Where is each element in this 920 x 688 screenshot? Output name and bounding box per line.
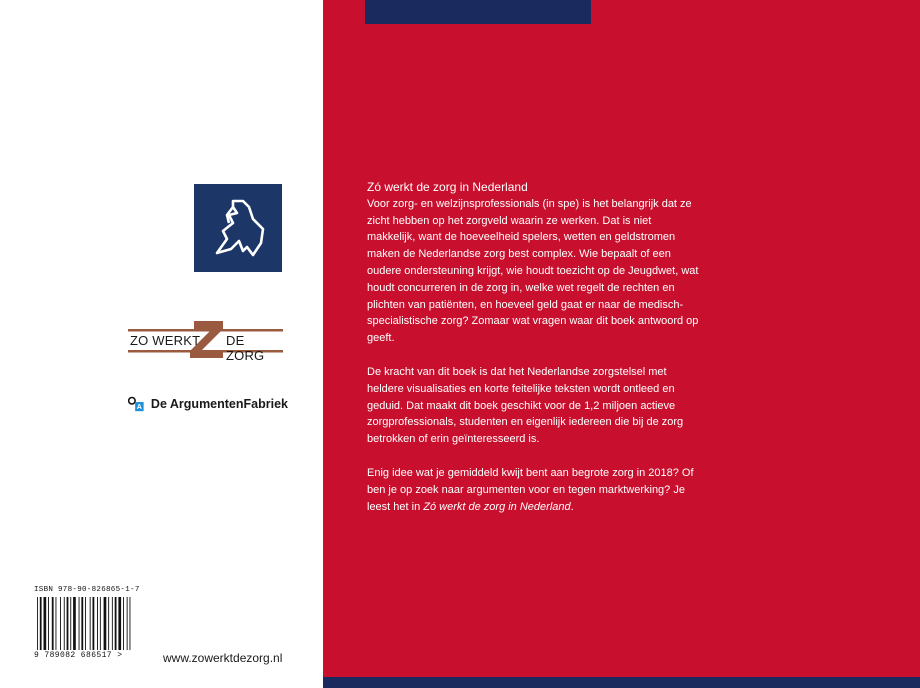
argumentenfabriek-text: De ArgumentenFabriek — [150, 397, 288, 411]
bottom-navy-band — [323, 677, 920, 688]
blurb-paragraph-3: Enig idee wat je gemiddeld kwijt bent aan begrote zorg in 2018? Of ben je op zoek naar argumenten voor en tegen marktwerking? Je leest het in Zó werkt de zorg in Nederland. — [367, 466, 694, 513]
argumentenfabriek-logo — [128, 392, 288, 416]
top-navy-band — [365, 0, 591, 24]
barcode — [34, 586, 140, 666]
zo-werkt-de-zorg-logo — [128, 318, 283, 363]
blurb-paragraph-1: Voor zorg- en welzijnsprofessionals (in spe) is het belangrijk dat ze zicht hebben op het zorgveld waarin ze werken. Dat is niet makkelijk, want de hoeveelheid spelers, wetten en geldstromen maken de Nederlandse zorg best complex. Wie bepaalt of een oudere ondersteuning krijgt, wie houdt toezicht op de Jeugdwet, wat houdt concurreren in de zorg in, welke wet regelt de rechten en plichten van patiënten, en hoeveel geld gaat er naar de medisch-specialistische zorg? Zomaar wat vragen waar dit boek antwoord op geeft. — [367, 197, 699, 345]
lion-emblem-icon — [203, 193, 273, 263]
publisher-logo — [194, 184, 282, 272]
barcode-digits: 9 789082 686517 > — [34, 651, 123, 660]
blurb-paragraph-2: De kracht van dit boek is dat het Nederlandse zorgstelsel met heldere visualisaties en korte feitelijke teksten wordt ontleed en geduid. Dat maakt dit boek geschikt voor de 1,2 miljoen actieve zorgprofessionals, studenten en eigenlijk iedereen die bij de zorg betrokken of erin geïnteresseerd is. — [367, 365, 684, 446]
barcode-bars — [37, 597, 133, 650]
zwdz-left-text: ZO WERKT — [130, 333, 201, 348]
book-title-italic: Zó werkt de zorg in Nederland — [423, 500, 571, 513]
website-url: www.zowerktdezorg.nl — [163, 651, 283, 665]
zwdz-right-text: DE ZORG — [226, 333, 265, 363]
blurb-text — [367, 179, 702, 515]
book-title: Zó werkt de zorg in Nederland — [367, 180, 528, 194]
isbn-label: ISBN 978-90-826865-1-7 — [34, 586, 140, 594]
svg-text:A: A — [136, 403, 142, 412]
argumentenfabriek-mark-icon — [128, 392, 145, 416]
